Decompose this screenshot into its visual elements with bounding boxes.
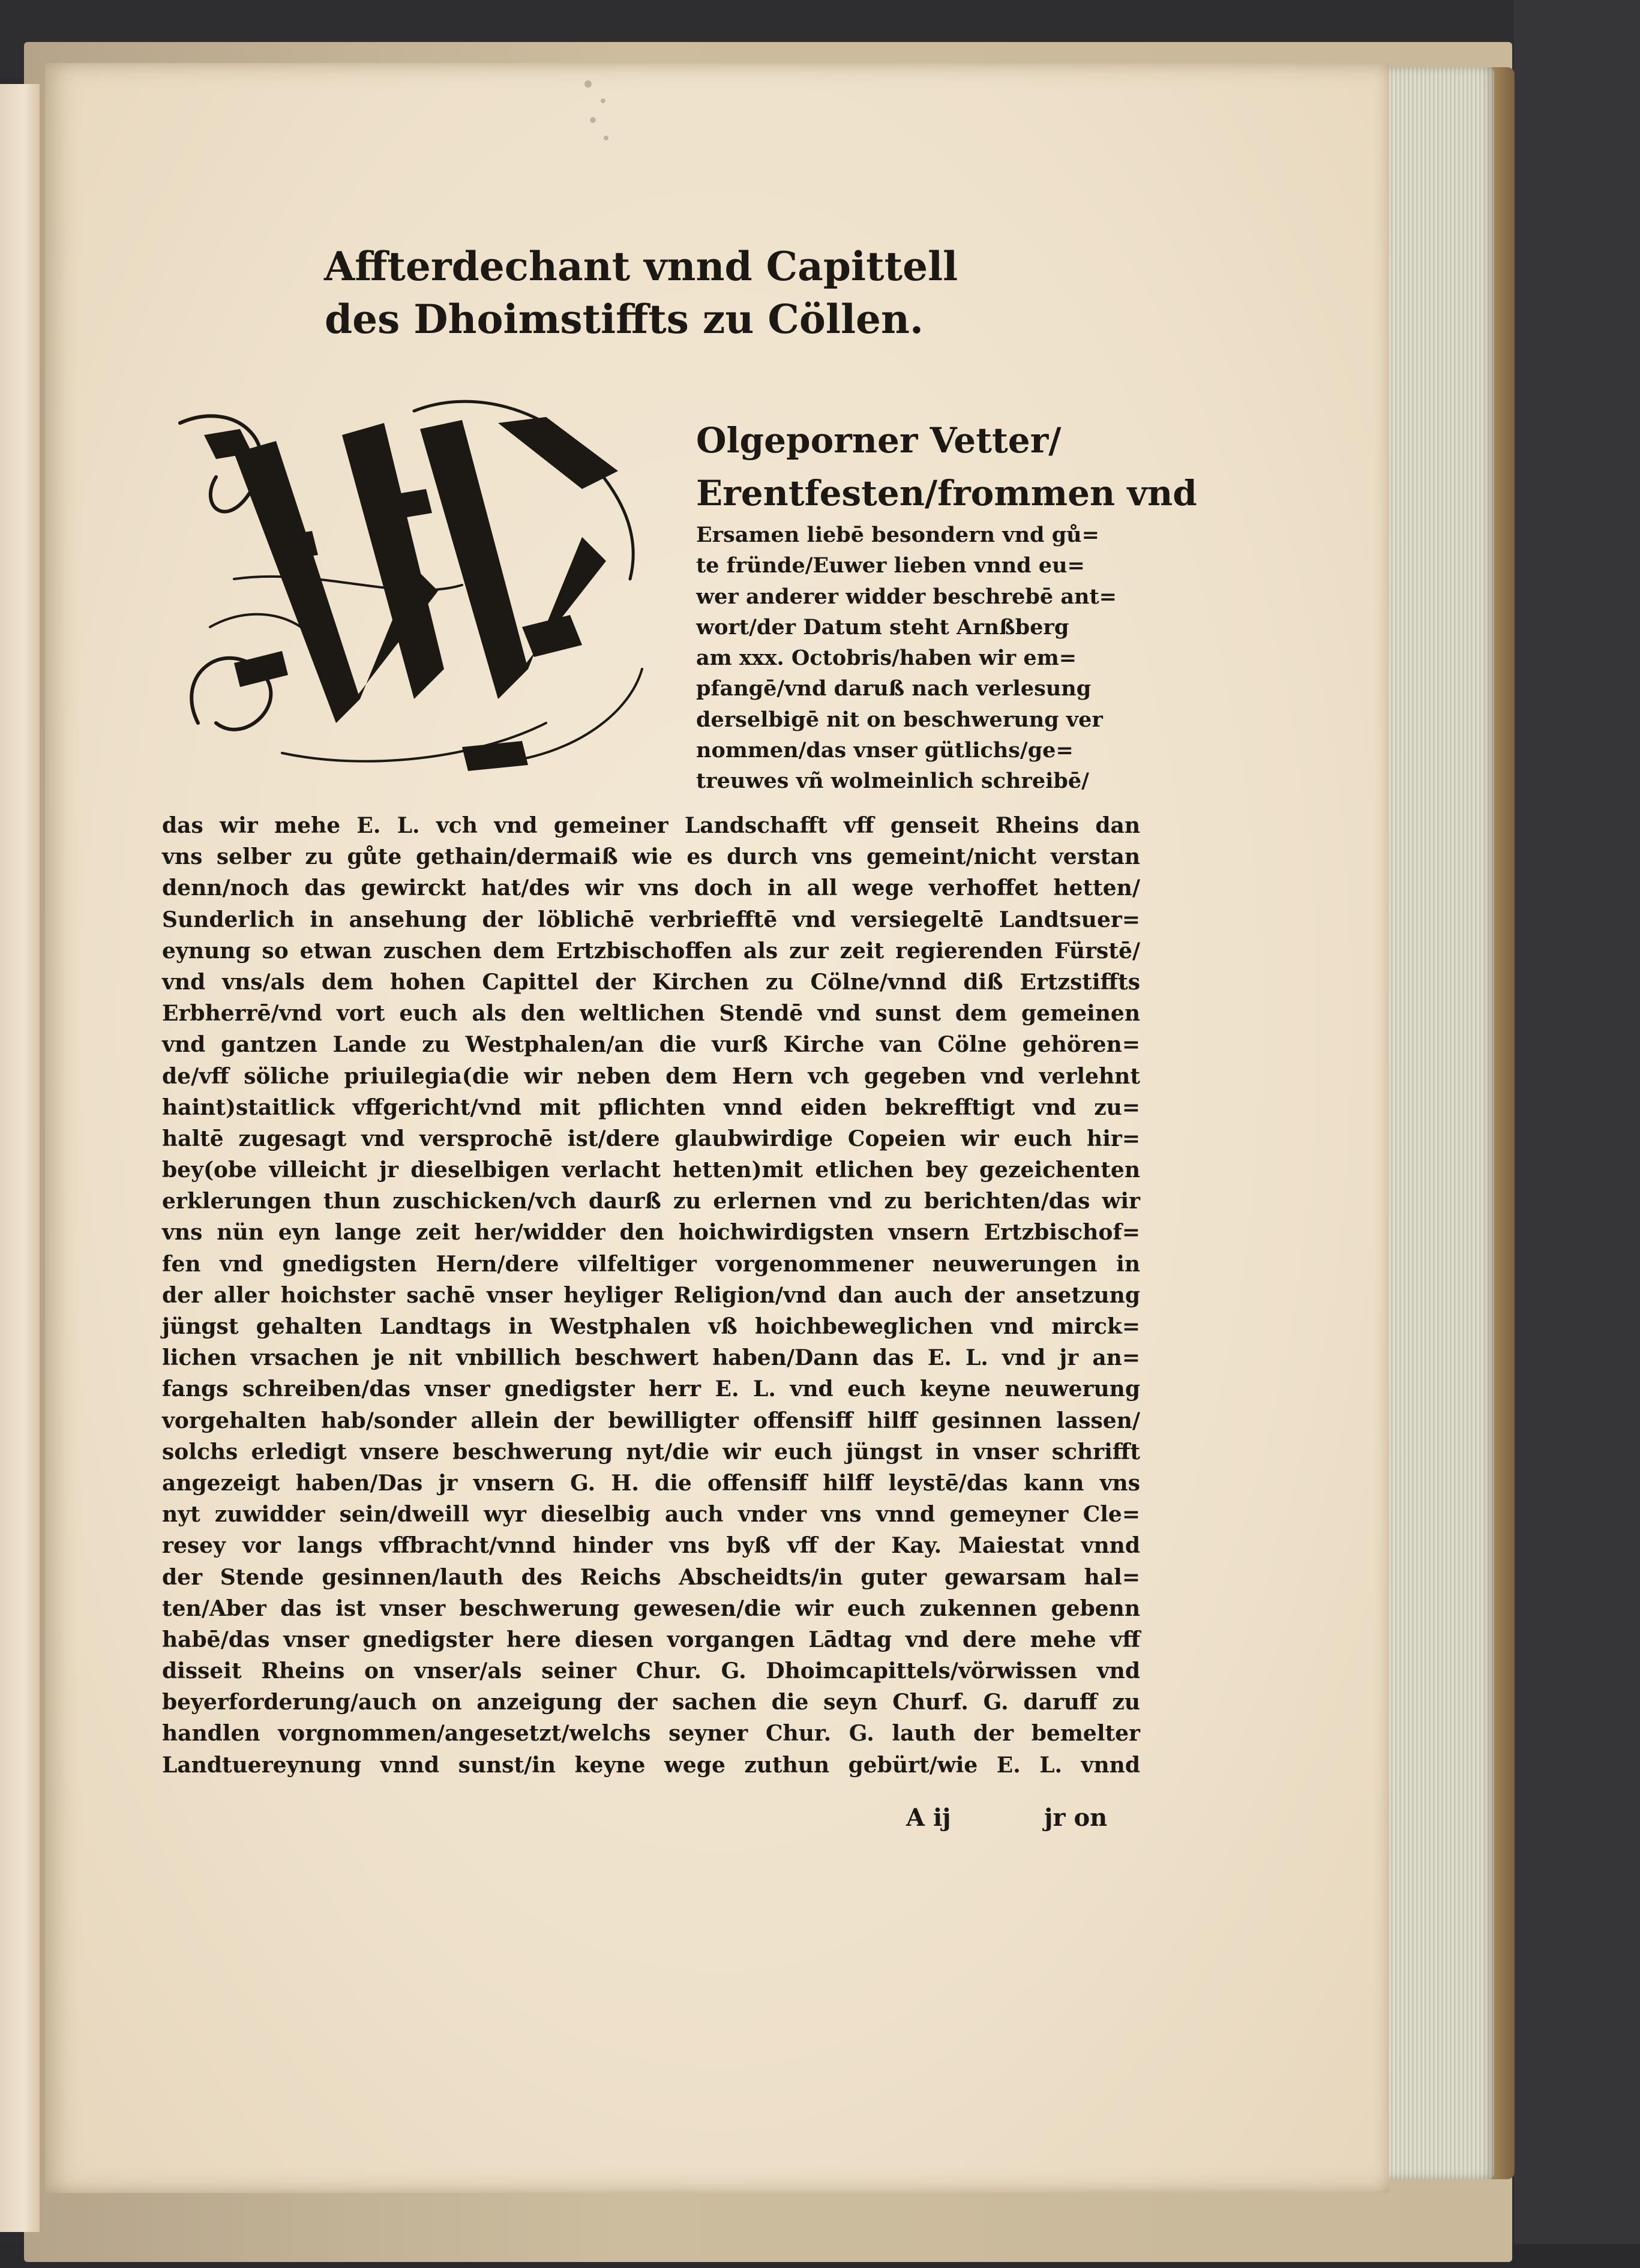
cover-edge bbox=[1491, 67, 1515, 2179]
text-line: der aller hoichster sachē vnser heyliger Religion/vnd dan auch der ansetzung bbox=[162, 1282, 1140, 1308]
body-text bbox=[162, 810, 1140, 1781]
text-line: denn/noch das gewirckt hat/des wir vns doch in all wege verhoffet hetten/ bbox=[162, 875, 1140, 901]
text-line: Landtuereynung vnnd sunst/in keyne wege zuthun gebürt/wie E. L. vnnd bbox=[162, 1752, 1140, 1778]
text-line: das wir mehe E. L. vch vnd gemeiner Landschafft vff genseit Rheins dan bbox=[162, 813, 1140, 838]
text-line: habē/das vnser gnedigster here diesen vorgangen Lādtag vnd dere mehe vff bbox=[162, 1627, 1140, 1652]
text-line: vns nün eyn lange zeit her/widder den hoichwirdigsten vnsern Ertzbischof= bbox=[162, 1220, 1140, 1246]
text-line: wort/der Datum steht Arnßberg bbox=[696, 614, 1069, 640]
catchword: jr on bbox=[1044, 1804, 1108, 1832]
left-page-edge bbox=[0, 84, 41, 2232]
text-line: Erentfesten/frommen vnd bbox=[696, 473, 1197, 514]
text-line: nommen/das vnser gütlichs/ge= bbox=[696, 738, 1074, 763]
ink-smudge bbox=[576, 72, 618, 156]
text-line: resey vor langs vffbracht/vnnd hinder vns byß vff der Kay. Maiestat vnnd bbox=[162, 1533, 1140, 1559]
page-heading bbox=[324, 240, 958, 346]
text-line: haint)staitlick vffgericht/vnd mit pflichten vnnd eiden bekrefftigt vnd zu= bbox=[162, 1094, 1140, 1120]
text-line: te fründe/Euwer lieben vnnd eu= bbox=[696, 553, 1085, 578]
text-line: fen vnd gnedigsten Hern/dere vilfeltiger vorgenommener neuwerungen in bbox=[162, 1251, 1140, 1277]
text-line: der Stende gesinnen/lauth des Reichs Abscheidts/in guter gewarsam hal= bbox=[162, 1564, 1140, 1590]
heading-line: des Dhoimstiffts zu Cöllen. bbox=[324, 296, 924, 343]
background-right bbox=[1514, 0, 1640, 2268]
text-line: jüngst gehalten Landtags in Westphalen vß hoichbeweglichen vnd mirck= bbox=[162, 1314, 1140, 1339]
text-line: vns selber zu gůte gethain/dermaiß wie es durch vns gemeint/nicht verstan bbox=[162, 844, 1140, 870]
text-line: Sunderlich in ansehung der löblichē verbriefftē vnd versiegeltē Landtsuer= bbox=[162, 907, 1140, 932]
text-line: beyerforderung/auch on anzeigung der sachen die seyn Churf. G. daruff zu bbox=[162, 1690, 1140, 1715]
text-line: am xxx. Octobris/haben wir em= bbox=[696, 646, 1077, 671]
text-line: wer anderer widder beschrebē ant= bbox=[696, 584, 1117, 609]
text-line: handlen vorgnommen/angesetzt/welchs seyner Chur. G. lauth der bemelter bbox=[162, 1721, 1140, 1747]
text-line: nyt zuwidder sein/dweill wyr dieselbig auch vnder vns vnnd gemeyner Cle= bbox=[162, 1502, 1140, 1528]
text-line: lichen vrsachen je nit vnbillich beschwert haben/Dann das E. L. vnd jr an= bbox=[162, 1345, 1140, 1371]
text-line: vorgehalten hab/sonder allein der bewilligter offensiff hilff gesinnen lassen/ bbox=[162, 1408, 1140, 1433]
text-line: bey(obe villeicht jr dieselbigen verlacht hetten)mit etlichen bey gezeichenten bbox=[162, 1157, 1140, 1183]
text-line: angezeigt haben/Das jr vnsern G. H. die offensiff hilff leystē/das kann vns bbox=[162, 1470, 1140, 1496]
text-line: Olgeporner Vetter/ bbox=[696, 420, 1062, 461]
text-line: Ersamen liebē besondern vnd gů= bbox=[696, 523, 1099, 547]
text-line: Erbherrē/vnd vort euch als den weltlichen Stendē vnd sunst dem gemeinen bbox=[162, 1001, 1140, 1027]
text-line: eynung so etwan zuschen dem Ertzbischoffen als zur zeit regierenden Fürstē/ bbox=[162, 938, 1140, 964]
text-line: haltē zugesagt vnd versprochē ist/dere glaubwirdige Copeien wir euch hir= bbox=[162, 1126, 1140, 1151]
decorated-initial-w bbox=[162, 387, 669, 789]
text-line: treuwes vñ wolmeinlich schreibē/ bbox=[696, 769, 1089, 794]
text-line: derselbigē nit on beschwerung ver bbox=[696, 707, 1103, 732]
page-stack-edges bbox=[1380, 67, 1494, 2179]
text-line: disseit Rheins on vnser/als seiner Chur. G. Dhoimcapittels/vörwissen vnd bbox=[162, 1658, 1140, 1684]
heading-line: Affterdechant vnnd Capittell bbox=[324, 243, 958, 290]
signature-mark: A ij bbox=[906, 1804, 951, 1832]
text-line: pfangē/vnd daruß nach verlesung bbox=[696, 676, 1092, 701]
text-line: vnd gantzen Lande zu Westphalen/an die vurß Kirche van Cölne gehören= bbox=[162, 1032, 1140, 1058]
text-line: de/vff söliche priuilegia(die wir neben dem Hern vch gegeben vnd verlehnt bbox=[162, 1063, 1140, 1089]
text-line: fangs schreiben/das vnser gnedigster herr E. L. vnd euch keyne neuwerung bbox=[162, 1376, 1140, 1402]
text-line: ten/Aber das ist vnser beschwerung gewesen/die wir euch zukennen gebenn bbox=[162, 1595, 1140, 1621]
text-line: vnd vns/als dem hohen Capittel der Kirchen zu Cölne/vnnd diß Ertzstiffts bbox=[162, 969, 1140, 995]
opening-lines bbox=[696, 414, 1197, 797]
text-line: solchs erledigt vnsere beschwerung nyt/die wir euch jüngst in vnser schrifft bbox=[162, 1439, 1140, 1465]
text-line: erklerungen thun zuschicken/vch daurß zu erlernen vnd zu berichten/das wir bbox=[162, 1189, 1140, 1214]
